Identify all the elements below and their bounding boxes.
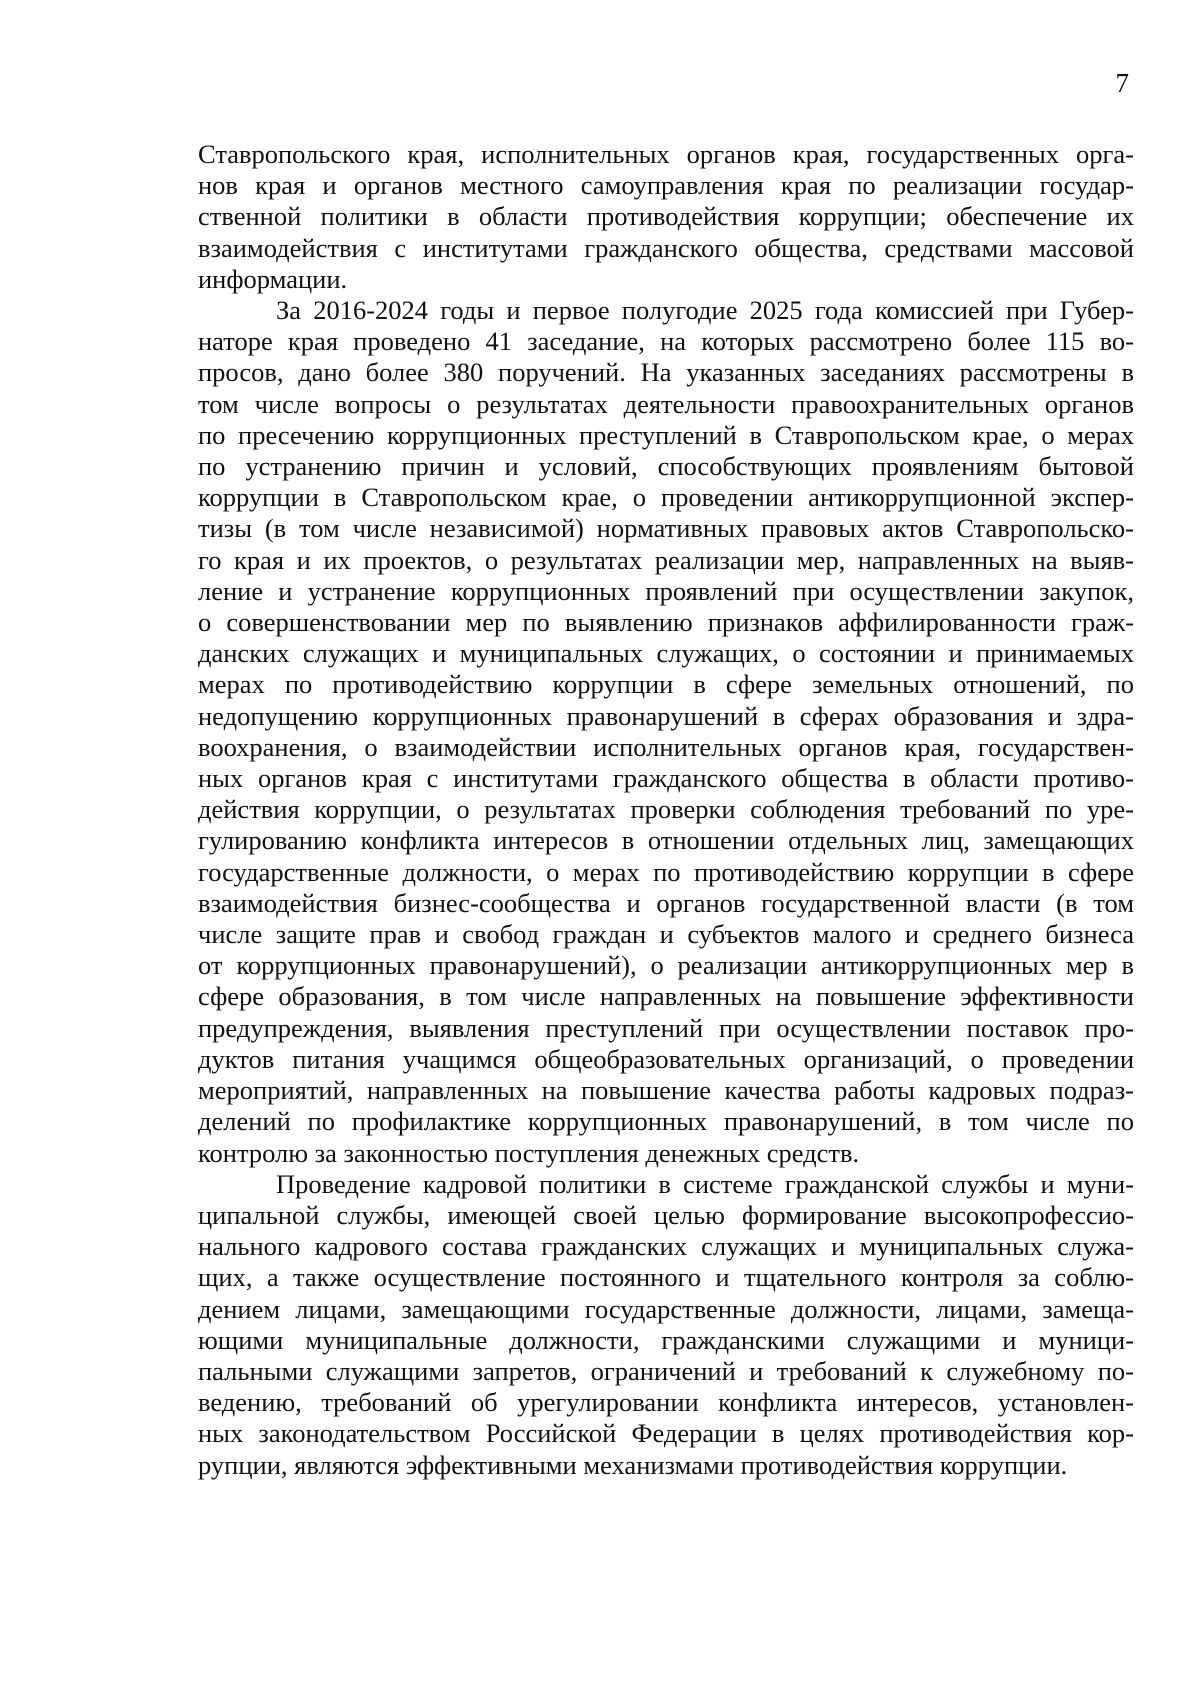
text-line: от коррупционных правонарушений), о реализации антикоррупционных мер в: [198, 950, 1134, 981]
text-line: взаимодействия бизнес-сообщества и органов государственной власти (в том: [198, 887, 1134, 918]
text-line: просов, дано более 380 поручений. На указанных заседаниях рассмотрены в: [198, 357, 1134, 388]
text-line: наторе края проведено 41 заседание, на которых рассмотрено более 115 во-: [198, 326, 1134, 357]
text-line: ственной политики в области противодействия коррупции; обеспечение их: [198, 201, 1134, 232]
page-number: 7: [1115, 68, 1129, 98]
text-line: нов края и органов местного самоуправления края по реализации государ-: [198, 170, 1134, 201]
text-line: числе защите прав и свобод граждан и субъектов малого и среднего бизнеса: [198, 919, 1134, 950]
text-line: по пресечению коррупционных преступлений в Ставропольском крае, о мерах: [198, 419, 1134, 450]
text-line: взаимодействия с институтами гражданского общества, средствами массовой: [198, 232, 1134, 263]
text-line: За 2016-2024 годы и первое полугодие 2025 года комиссией при Губер-: [276, 295, 1134, 326]
text-line: нального кадрового состава гражданских служащих и муниципальных служа-: [198, 1231, 1134, 1262]
text-line: тизы (в том числе независимой) нормативных правовых актов Ставропольско-: [198, 513, 1134, 544]
text-line: мерах по противодействию коррупции в сфере земельных отношений, по: [198, 669, 1134, 700]
text-line: мероприятий, направленных на повышение качества работы кадровых подраз-: [198, 1075, 1134, 1106]
body-text: [198, 139, 1134, 1481]
text-line: по устранению причин и условий, способствующих проявлениям бытовой: [198, 451, 1134, 482]
text-line: щих, а также осуществление постоянного и тщательного контроля за соблю-: [198, 1262, 1134, 1293]
text-line: ющими муниципальные должности, гражданскими служащими и муници-: [198, 1324, 1134, 1355]
text-line: данских служащих и муниципальных служащих, о состоянии и принимаемых: [198, 638, 1134, 669]
text-line: информации.: [198, 263, 348, 294]
paragraph-2: [198, 295, 1134, 1169]
text-line: гулированию конфликта интересов в отношении отдельных лиц, замещающих: [198, 825, 1134, 856]
text-line: том числе вопросы о результатах деятельности правоохранительных органов: [198, 388, 1134, 419]
text-line: ведению, требований об урегулировании конфликта интересов, установлен-: [198, 1387, 1134, 1418]
text-line: го края и их проектов, о результатах реализации мер, направленных на выяв-: [198, 544, 1134, 575]
text-line: действия коррупции, о результатах проверки соблюдения требований по уре-: [198, 794, 1134, 825]
text-line: дуктов питания учащимся общеобразовательных организаций, о проведении: [198, 1043, 1134, 1074]
text-line: предупреждения, выявления преступлений при осуществлении поставок про-: [198, 1012, 1134, 1043]
text-line: воохранения, о взаимодействии исполнительных органов края, государствен-: [198, 731, 1134, 762]
text-line: делений по профилактике коррупционных правонарушений, в том числе по: [198, 1106, 1134, 1137]
text-line: ных законодательством Российской Федерации в целях противодействия кор-: [198, 1418, 1134, 1449]
text-line: пальными служащими запретов, ограничений и требований к служебному по-: [198, 1355, 1134, 1386]
text-line: ципальной службы, имеющей своей целью формирование высокопрофессио-: [198, 1199, 1134, 1230]
paragraph-1: [198, 139, 1134, 295]
text-line: государственные должности, о мерах по противодействию коррупции в сфере: [198, 856, 1134, 887]
text-line: ных органов края с институтами гражданского общества в области противо-: [198, 763, 1134, 794]
text-line: Проведение кадровой политики в системе гражданской службы и муни-: [276, 1168, 1134, 1199]
text-line: о совершенствовании мер по выявлению признаков аффилированности граж-: [198, 607, 1134, 638]
text-line: ление и устранение коррупционных проявлений при осуществлении закупок,: [198, 575, 1134, 606]
paragraph-3: [198, 1169, 1134, 1481]
text-line: Ставропольского края, исполнительных органов края, государственных орга-: [198, 139, 1134, 169]
text-line: коррупции в Ставропольском крае, о проведении антикоррупционной экспер-: [198, 482, 1134, 513]
text-line: сфере образования, в том числе направленных на повышение эффективности: [198, 981, 1134, 1012]
text-line: контролю за законностью поступления денежных средств.: [198, 1137, 860, 1168]
text-line: дением лицами, замещающими государственные должности, лицами, замеща-: [198, 1293, 1134, 1324]
text-line: недопущению коррупционных правонарушений в сферах образования и здра-: [198, 700, 1134, 731]
text-line: рупции, являются эффективными механизмами противодействия коррупции.: [198, 1449, 1068, 1480]
